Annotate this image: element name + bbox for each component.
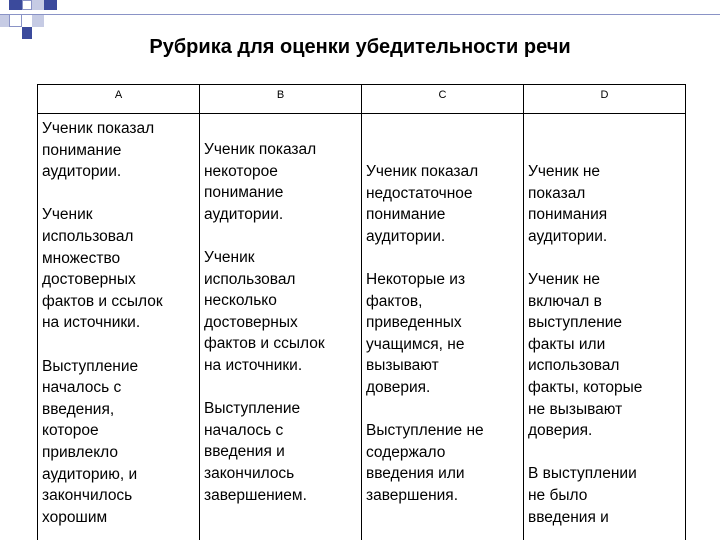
- decorative-square-icon: [9, 0, 22, 10]
- decorative-square-icon: [0, 14, 9, 27]
- criteria-text: Ученик показал недостаточное понимание аудитории.: [366, 163, 479, 245]
- criteria-cell-c: [362, 114, 524, 540]
- column-header-d: D: [524, 85, 686, 114]
- decorative-square-icon: [44, 0, 57, 10]
- column-header-c: C: [362, 85, 524, 114]
- criteria-text: Ученик использовал множество достоверных фактов и ссылок на источники.: [42, 206, 163, 332]
- header-rule: [0, 14, 720, 15]
- decorative-square-icon: [22, 0, 32, 10]
- page-title: Рубрика для оценки убедительности речи: [149, 36, 571, 58]
- criteria-text: Некоторые из фактов, приведенных учащимся, не вызывают доверия.: [366, 270, 466, 396]
- criteria-text: Выступление не содержало введения или завершения.: [366, 422, 484, 504]
- table-header-row: [38, 85, 686, 114]
- criteria-cell-d: [524, 114, 686, 540]
- rubric-table: [37, 84, 686, 540]
- table-row: [38, 114, 686, 540]
- criteria-text: Ученик показал понимание аудитории.: [42, 120, 155, 181]
- decorative-square-icon: [9, 14, 22, 27]
- criteria-text: Ученик использовал несколько достоверных фактов и ссылок на источники.: [204, 248, 325, 374]
- criteria-text: В выступлении не было введения и: [528, 465, 637, 526]
- criteria-text: Ученик показал некоторое понимание аудитории.: [204, 141, 317, 223]
- criteria-text: Ученик не показал понимания аудитории.: [528, 163, 608, 245]
- criteria-text: Выступление началось с введения, которое привлекло аудиторию, и закончилось хорошим: [42, 357, 139, 526]
- criteria-cell-b: [200, 114, 362, 540]
- column-header-b: B: [200, 85, 362, 114]
- criteria-text: Ученик не включал в выступление факты или использовал факты, которые не вызывают доверия.: [528, 270, 643, 440]
- criteria-cell-a: [38, 114, 200, 540]
- criteria-text: Выступление началось с введения и закончилось завершением.: [204, 400, 307, 504]
- decorative-square-icon: [32, 0, 44, 10]
- decorative-square-icon: [32, 14, 44, 27]
- column-header-a: A: [38, 85, 200, 114]
